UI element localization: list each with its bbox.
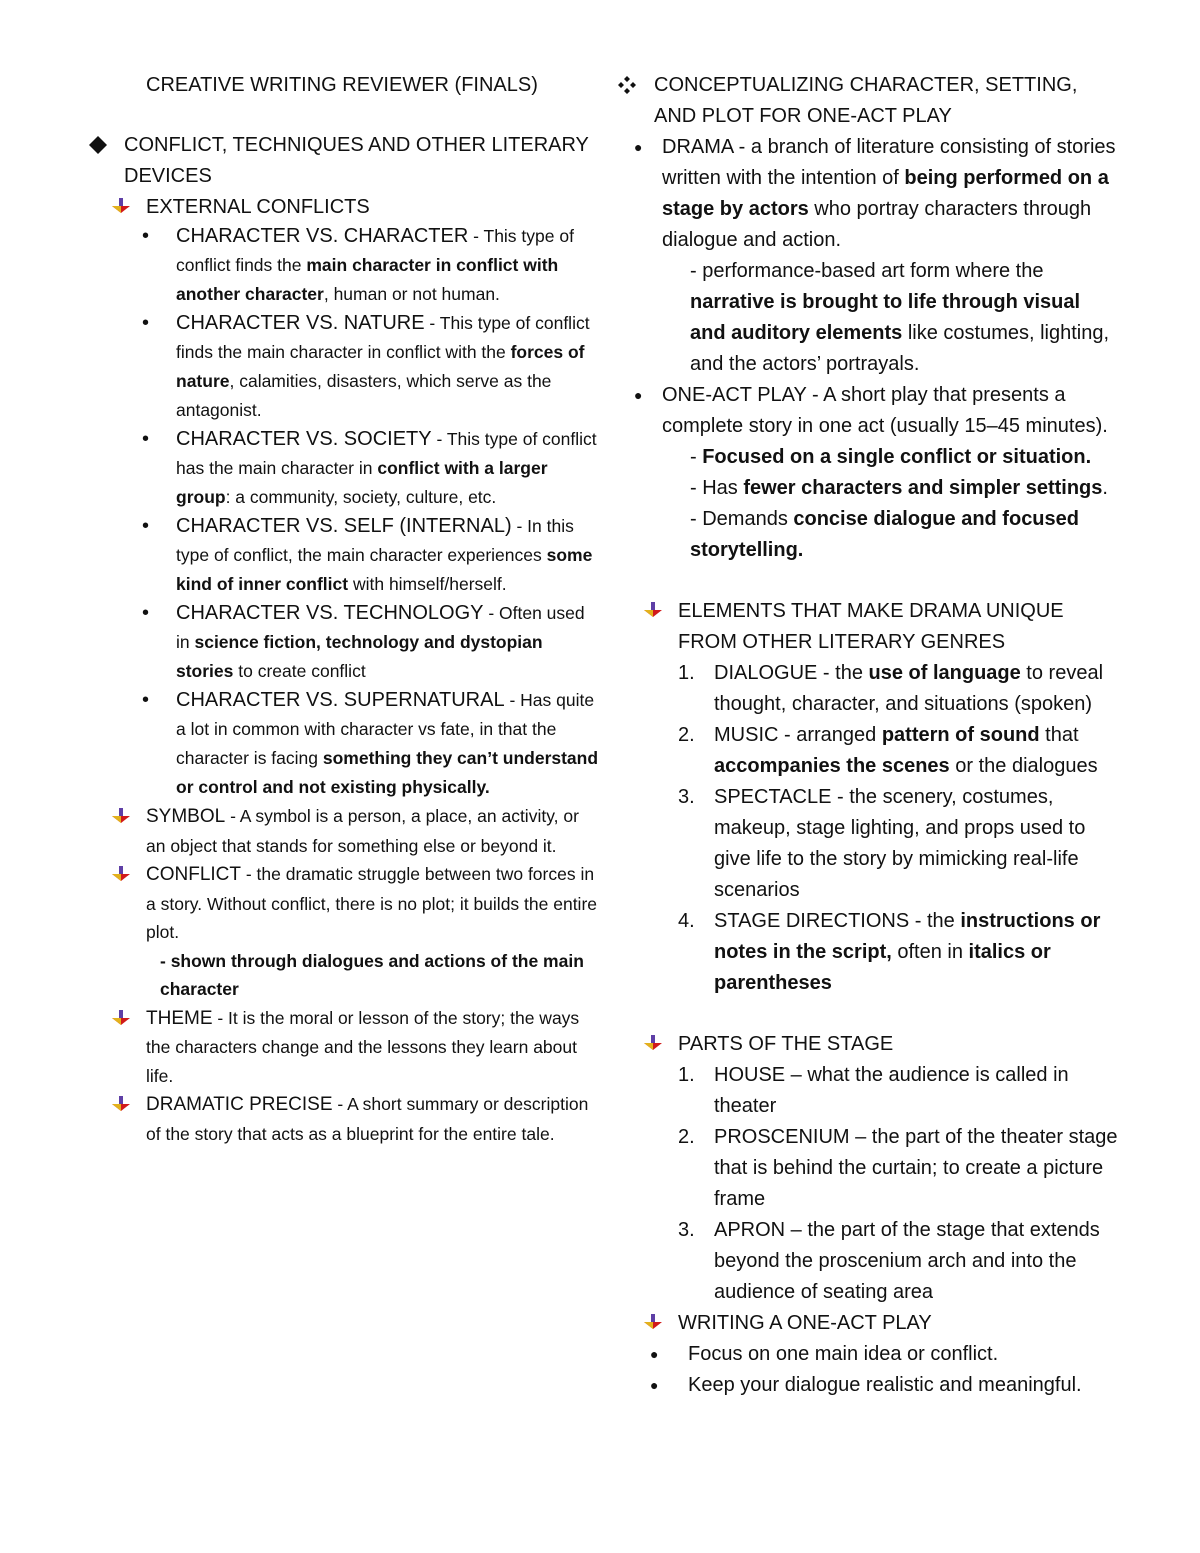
list-item: • CHARACTER VS. SOCIETY - This type of conflict has the main character in conflict with a larger group: a community, society, culture, etc. xyxy=(140,425,600,512)
stage-heading: PARTS OF THE STAGE xyxy=(618,1029,1118,1060)
arrow-bullet-icon xyxy=(110,1010,132,1026)
arrow-bullet-icon xyxy=(110,866,132,882)
elements-heading: ELEMENTS THAT MAKE DRAMA UNIQUE FROM OTHER LITERARY GENRES xyxy=(618,596,1118,658)
right-column xyxy=(618,70,1118,1401)
list-item: 2. MUSIC - arranged pattern of sound that accompanies the scenes or the dialogues xyxy=(678,724,1098,777)
arrow-bullet-icon xyxy=(110,808,132,824)
list-item: 4. STAGE DIRECTIONS - the instructions or notes in the script, often in italics or parentheses xyxy=(678,910,1101,994)
term-dramatic-precise: DRAMATIC PRECISE - A short summary or description of the story that acts as a blueprint for the entire tale. xyxy=(88,1090,600,1148)
left-column xyxy=(88,70,600,1148)
writing-list xyxy=(618,1339,1118,1401)
arrow-bullet-icon xyxy=(110,1096,132,1112)
list-item: • CHARACTER VS. SUPERNATURAL - Has quite a lot in common with character vs fate, in that the character is facing something they can’t understand or control and not existing physically. xyxy=(140,686,600,802)
one-act-sub: - Has fewer characters and simpler settings. xyxy=(690,477,1108,499)
drama-list xyxy=(618,132,1118,566)
section-heading-conceptualizing xyxy=(618,70,1118,132)
list-item: • CHARACTER VS. TECHNOLOGY - Often used in science fiction, technology and dystopian stories to create conflict xyxy=(140,599,600,686)
term-symbol: SYMBOL - A symbol is a person, a place, an activity, or an object that stands for something else or beyond it. xyxy=(88,802,600,860)
section-heading-conflict xyxy=(88,130,600,192)
list-item: 3. APRON – the part of the stage that extends beyond the proscenium arch and into the audience of seating area xyxy=(678,1219,1100,1303)
term-conflict-note: - shown through dialogues and actions of the main character xyxy=(160,950,584,999)
list-item: 2. PROSCENIUM – the part of the theater stage that is behind the curtain; to create a picture frame xyxy=(678,1126,1118,1210)
arrow-bullet-icon xyxy=(642,1314,664,1330)
list-item: • CHARACTER VS. SELF (INTERNAL) - In this type of conflict, the main character experiences some kind of inner conflict with himself/herself. xyxy=(140,512,600,599)
page-title: CREATIVE WRITING REVIEWER (FINALS) xyxy=(146,74,538,96)
external-conflicts-heading: EXTERNAL CONFLICTS xyxy=(88,192,600,222)
list-item: 1. HOUSE – what the audience is called in theater xyxy=(678,1064,1069,1117)
term-theme: THEME - It is the moral or lesson of the story; the ways the characters change and the lessons they learn about life. xyxy=(88,1004,600,1091)
stage-list xyxy=(618,1060,1118,1308)
arrow-bullet-icon xyxy=(642,602,664,618)
term-conflict: CONFLICT - the dramatic struggle between two forces in a story. Without conflict, there is no plot; it builds the entire plot. xyxy=(88,860,600,947)
elements-list xyxy=(618,658,1118,999)
list-item: ● Focus on one main idea or conflict. xyxy=(650,1339,1118,1370)
section-heading-text: CONFLICT, TECHNIQUES AND OTHER LITERARY DEVICES xyxy=(124,134,589,187)
list-item: • CHARACTER VS. NATURE - This type of conflict finds the main character in conflict with the forces of nature, calamities, disasters, which serve as the antagonist. xyxy=(140,309,600,425)
writing-heading: WRITING A ONE-ACT PLAY xyxy=(618,1308,1118,1339)
list-item-one-act: ● ONE-ACT PLAY - A short play that presents a complete story in one act (usually 15–45 minutes). - Focused on a single conflict or situation. - Has fewer characters and simpler settings. - Demands concise dialogue and focused storytelling. xyxy=(618,380,1118,566)
list-item-drama: ● DRAMA - a branch of literature consisting of stories written with the intention of being performed on a stage by actors who portray characters through dialogue and action. - performance-based art form where the narrative is brought to life through visual and auditory elements like costumes, lighting, and the actors’ portrayals. xyxy=(618,132,1118,380)
one-act-sub: - Demands concise dialogue and focused storytelling. xyxy=(690,508,1079,561)
one-act-sub: - Focused on a single conflict or situation. xyxy=(690,446,1092,468)
arrow-bullet-icon xyxy=(110,198,132,214)
list-item: 3. SPECTACLE - the scenery, costumes, makeup, stage lighting, and props used to give life to the story by mimicking real-life scenarios xyxy=(678,786,1086,901)
section-heading-text: CONCEPTUALIZING CHARACTER, SETTING, AND PLOT FOR ONE-ACT PLAY xyxy=(654,74,1078,127)
drama-sub: - performance-based art form where the narrative is brought to life through visual and auditory elements like costumes, lighting, and the actors’ portrayals. xyxy=(690,260,1110,375)
list-item: 1. DIALOGUE - the use of language to reveal thought, character, and situations (spoken) xyxy=(678,662,1104,715)
conflict-list xyxy=(88,222,600,802)
arrow-bullet-icon xyxy=(642,1035,664,1051)
list-item: • CHARACTER VS. CHARACTER - This type of conflict finds the main character in conflict with another character, human or not human. xyxy=(140,222,600,309)
list-item: ● Keep your dialogue realistic and meaningful. xyxy=(650,1370,1118,1401)
four-diamond-bullet-icon xyxy=(618,70,654,104)
diamond-bullet-icon xyxy=(88,130,124,165)
